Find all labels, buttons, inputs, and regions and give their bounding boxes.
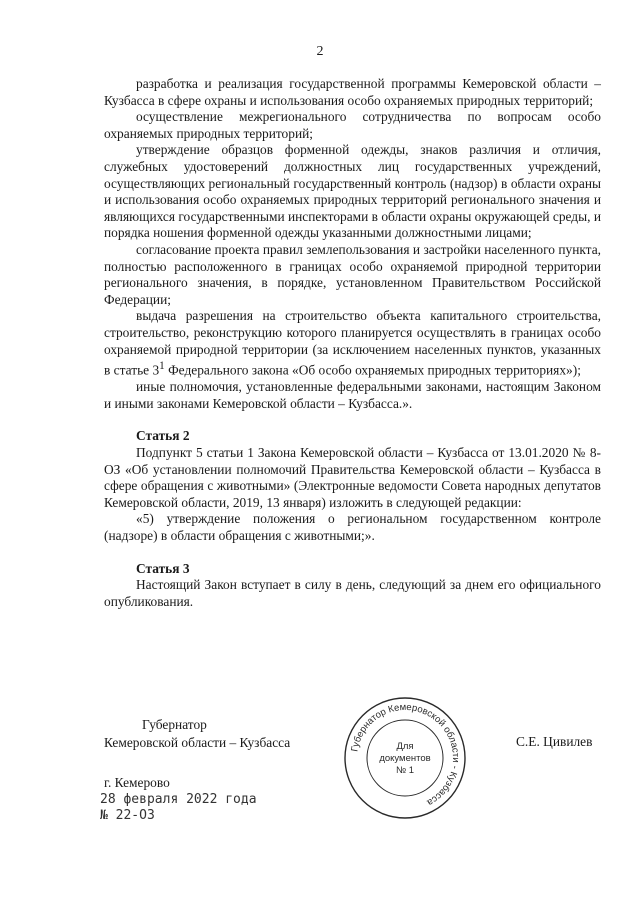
paragraph-cooperation: осуществление межрегионального сотрудничества по вопросам особо охраняемых природных территорий;	[104, 109, 601, 141]
paragraph-land-use: согласование проекта правил землепользования и застройки населенного пункта, полностью расположенного в границах особо охраняемой природной территории регионального значения, в порядке, установленном Правительством Российской Федерации;	[104, 241, 601, 307]
city: г. Кемерово	[104, 775, 170, 790]
permit-text-a: выдача разрешения на строительство объекта капитального строительства, строительство, реконструкцию которого планируется осуществлять в границах особо охраняемой природной территории (за исключением населенных пунктов, указанных в статье 3	[104, 308, 601, 378]
article-2-paragraph-2: «5) утверждение положения о региональном государственном контроле (надзоре) в области обращения с животными;».	[104, 511, 601, 543]
paragraph-permit	[104, 308, 601, 379]
official-seal	[340, 693, 470, 823]
paragraph-other-powers: иные полномочия, установленные федеральными законами, настоящим Законом и иными законами Кемеровской области – Кузбасса.».	[104, 379, 601, 411]
seal-center-line-2: документов	[379, 753, 431, 764]
document-body	[104, 76, 601, 610]
paragraph-program: разработка и реализация государственной программы Кемеровской области – Кузбасса в сфере охраны и использования особо охраняемых природных территорий;	[104, 76, 601, 108]
registration-stamp	[100, 792, 257, 824]
article-2-paragraph-1: Подпункт 5 статьи 1 Закона Кемеровской области – Кузбасса от 13.01.2020 № 8-ОЗ «Об установлении полномочий Правительства Кемеровской области – Кузбасса в сфере обращения с животными» (Электронные ведомости Совета народных депутатов Кемеровской области, 2019, 13 января) изложить в следующей редакции:	[104, 444, 601, 510]
article-3-title: Статья 3	[136, 560, 190, 576]
article-2-title: Статья 2	[136, 428, 190, 444]
article-3-paragraph-1: Настоящий Закон вступает в силу в день, следующий за днем его официального опубликования.	[104, 577, 601, 609]
seal-center-line-1: Для	[396, 741, 414, 752]
permit-text-b: Федерального закона «Об особо охраняемых природных территориях»);	[164, 362, 581, 378]
stamp-date: 28 февраля 2022 года	[100, 792, 257, 807]
governor-title: Губернатор	[142, 717, 207, 732]
seal-center-line-3: № 1	[395, 765, 415, 776]
paragraph-uniforms: утверждение образцов форменной одежды, знаков различия и отличия, служебных удостоверений должностных лиц государственных учреждений, осуществляющих региональный государственный контроль (надзор) в области охраны и использования особо охраняемых природных территорий регионального значения и являющихся государственными инспекторами в области охраны окружающей среды, и порядка ношения форменной одежды указанными должностными лицами;	[104, 142, 601, 241]
governor-region: Кемеровской области – Кузбасса	[104, 735, 291, 750]
seal-ring-text: Губернатор Кемеровской области - Кузбасса	[349, 701, 462, 808]
permit-superscript: 1	[159, 360, 165, 373]
signature-block	[104, 716, 290, 752]
page-number: 2	[316, 44, 324, 59]
signer-name: С.Е. Цивилев	[516, 734, 593, 749]
stamp-number: № 22-ОЗ	[100, 808, 155, 823]
seal-graphic	[340, 693, 470, 823]
